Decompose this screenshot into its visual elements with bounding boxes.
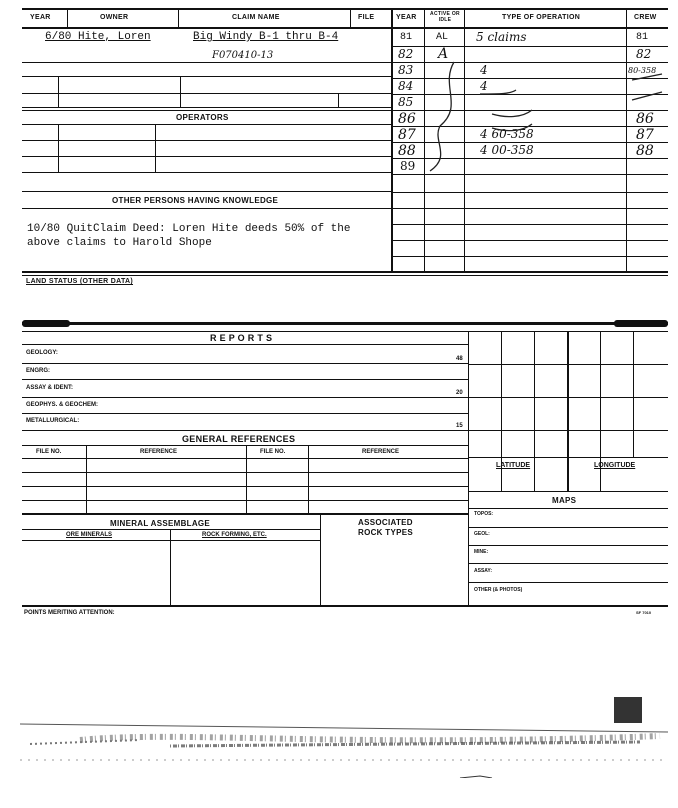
- crew-82: 82: [636, 47, 652, 61]
- year-89: 89: [400, 159, 416, 173]
- reports-title: R E P O R T S: [210, 333, 273, 343]
- op-81: 5 claims: [476, 30, 527, 44]
- header-year: YEAR: [30, 14, 51, 21]
- claim-entry: Big Windy B-1 thru B-4: [193, 31, 339, 43]
- scan-noise-strip: [20, 718, 668, 778]
- year-84: 84: [398, 79, 414, 93]
- report-assay: ASSAY & IDENT:: [26, 385, 74, 391]
- rock-forming-label: ROCK FORMING, ETC.: [202, 532, 267, 538]
- crew-86: 86: [636, 111, 654, 127]
- report-geophys: GEOPHYS. & GEOCHEM:: [26, 402, 99, 408]
- active-82: A: [438, 46, 449, 62]
- report-geology: GEOLOGY:: [26, 350, 58, 356]
- year-86: 86: [398, 111, 416, 127]
- map-other: OTHER (& PHOTOS): [474, 587, 523, 593]
- note-line-2: above claims to Harold Shope: [27, 237, 212, 249]
- report-assay-num: 20: [456, 390, 463, 396]
- crew-83: 80-358: [628, 66, 657, 75]
- op-87: 4 60-358: [480, 127, 534, 141]
- header-owner: OWNER: [100, 14, 129, 21]
- map-geol: GEOL:: [474, 531, 490, 537]
- ore-minerals-label: ORE MINERALS: [66, 532, 113, 538]
- crew-87: 87: [636, 127, 654, 143]
- mineral-assemblage-title: MINERAL ASSEMBLAGE: [110, 519, 211, 528]
- report-metallurgical: METALLURGICAL:: [26, 418, 80, 424]
- crew-88: 88: [636, 143, 654, 159]
- year-87: 87: [398, 127, 416, 143]
- year-82: 82: [398, 47, 414, 61]
- latitude-label: LATITUDE: [496, 462, 531, 469]
- handwritten-ditto-marks: [392, 46, 668, 176]
- general-references-title: GENERAL REFERENCES: [182, 434, 296, 444]
- year-83: 83: [398, 63, 414, 77]
- map-topos: TOPOS:: [474, 511, 494, 517]
- points-meriting-label: POINTS MERITING ATTENTION:: [24, 610, 115, 616]
- owner-entry: 6/80 Hite, Loren: [45, 31, 151, 43]
- map-mine: MINE:: [474, 549, 489, 555]
- header-claim-name: CLAIM NAME: [232, 14, 280, 21]
- map-assay: ASSAY:: [474, 568, 493, 574]
- op-84: 4: [480, 79, 488, 93]
- rock-types-label: ROCK TYPES: [358, 528, 414, 537]
- header-type-of-operation: TYPE OF OPERATION: [502, 14, 581, 21]
- report-engrg: ENGRG:: [26, 368, 50, 374]
- associated-label: ASSOCIATED: [358, 518, 413, 527]
- report-geology-num: 48: [456, 356, 463, 362]
- longitude-label: LONGITUDE: [594, 462, 636, 469]
- file-handwritten: F070410-13: [212, 50, 274, 61]
- year-81: 81: [400, 32, 413, 43]
- other-persons-label: OTHER PERSONS HAVING KNOWLEDGE: [112, 196, 279, 205]
- gr-reference: REFERENCE: [140, 449, 178, 455]
- land-status-label: LAND STATUS (OTHER DATA): [26, 278, 134, 285]
- year-88: 88: [398, 143, 416, 159]
- maps-title: MAPS: [552, 496, 577, 505]
- year-85: 85: [398, 95, 414, 109]
- header-file: FILE: [358, 14, 375, 21]
- gr-file-no-2: FILE NO.: [260, 449, 286, 455]
- header-active-or-idle: ACTIVE OR IDLE: [430, 11, 460, 23]
- active-81: AL: [436, 32, 449, 43]
- header-year-2: YEAR: [396, 14, 417, 21]
- form-number: SF 7010: [636, 610, 652, 615]
- gr-file-no: FILE NO.: [36, 449, 62, 455]
- operators-label: OPERATORS: [176, 113, 229, 122]
- report-metallurgical-num: 15: [456, 423, 463, 429]
- op-83: 4: [480, 63, 488, 77]
- header-crew: CREW: [634, 14, 657, 21]
- op-88: 4 00-358: [480, 143, 534, 157]
- gr-reference-2: REFERENCE: [362, 449, 400, 455]
- crew-81: 81: [636, 32, 649, 43]
- note-line-1: 10/80 QuitClaim Deed: Loren Hite deeds 50% of the: [27, 223, 351, 235]
